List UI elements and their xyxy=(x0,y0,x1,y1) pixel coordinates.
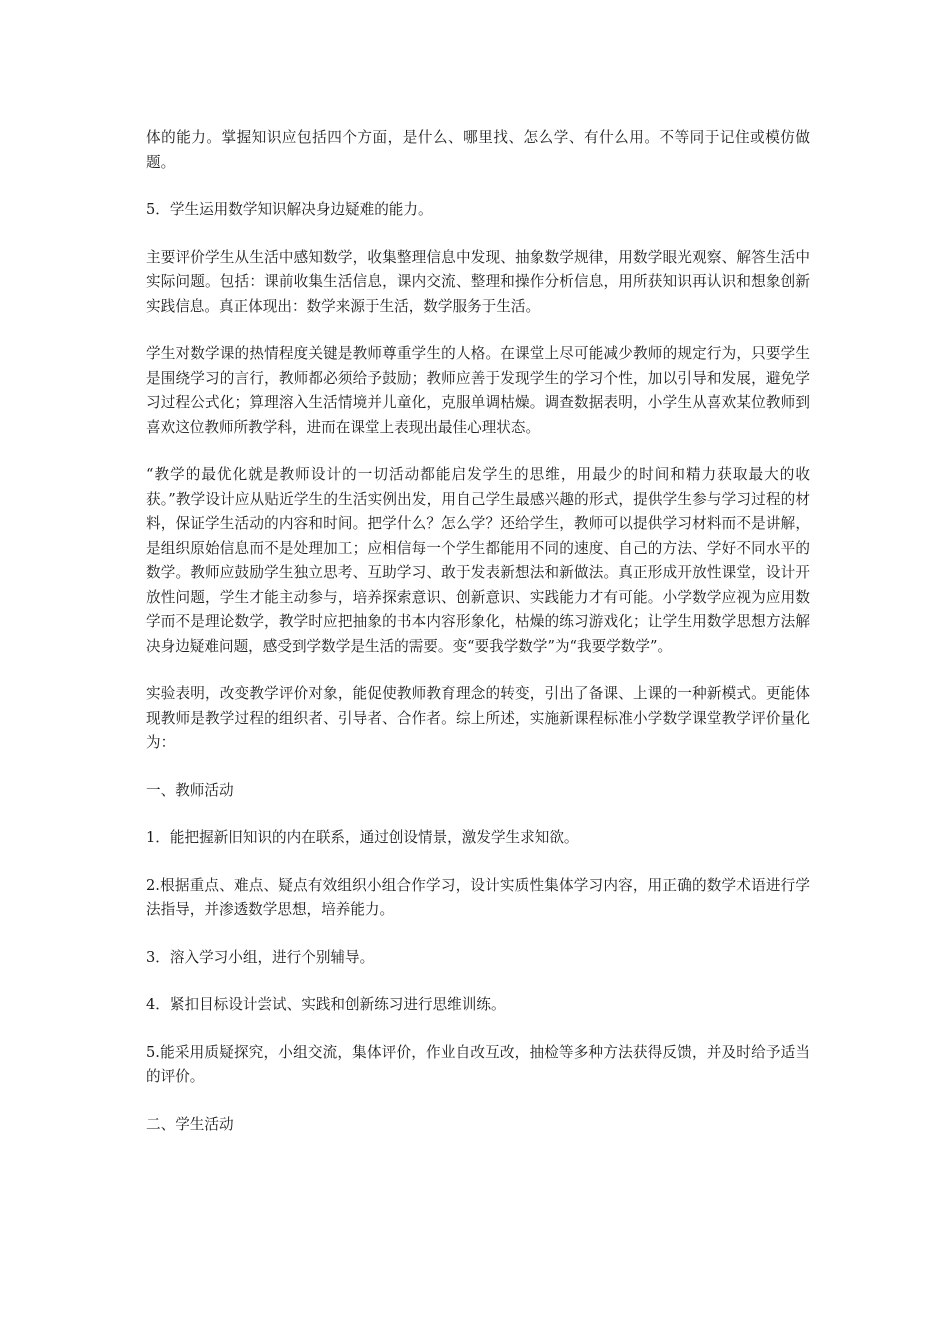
paragraph-evaluate-life-math: 主要评价学生从生活中感知数学，收集整理信息中发现、抽象数学规律，用数学眼光观察、解答生活中实际问题。包括：课前收集生活信息，课内交流、整理和操作分析信息，用所获知识再认识和想象创新实践信息。真正体现出：数学来源于生活，数学服务于生活。 xyxy=(146,248,810,315)
list-item-teacher-5: 5.能采用质疑探究，小组交流，集体评价，作业自改互改，抽检等多种方法获得反馈，并及时给予适当的评价。 xyxy=(146,1043,810,1085)
list-item-teacher-1: 1．能把握新旧知识的内在联系，通过创设情景，激发学生求知欲。 xyxy=(146,829,579,846)
list-item-teacher-2: 2.根据重点、难点、疑点有效组织小组合作学习，设计实质性集体学习内容，用正确的数学术语进行学法指导，并渗透数学思想，培养能力。 xyxy=(146,876,810,918)
paragraph-experiment-summary: 实验表明，改变教学评价对象，能促使教师教育理念的转变，引出了备课、上课的一种新模式。更能体现教师是教学过程的组织者、引导者、合作者。综上所述，实施新课程标准小学数学课堂教学评价量化为： xyxy=(146,685,810,751)
section-heading-student-activity: 二、学生活动 xyxy=(146,1115,234,1133)
document-page xyxy=(146,126,810,1160)
paragraph-optimization-quote: “教学的最优化就是教师设计的一切活动都能启发学生的思维，用最少的时间和精力获取最大的收获。”教学设计应从贴近学生的生活实例出发，用自己学生最感兴趣的形式，提供学生参与学习过程的材料，保证学生活动的内容和时间。把学什么？怎么学？还给学生，教师可以提供学习材料而不是讲解，是组织原始信息而不是处理加工；应相信每一个学生都能用不同的速度、自己的方法、学好不同水平的数学。教师应鼓励学生独立思考、互助学习、敢于发表新想法和新做法。真正形成开放性课堂，设计开放性问题，学生才能主动参与，培养探索意识、创新意识、实践能力才有可能。小学数学应视为应用数学而不是理论数学，教学时应把抽象的书本内容形象化，枯燥的练习游戏化；让学生用数学思想方法解决身边疑难问题，感受到学数学是生活的需要。变“要我学数学”为“我要学数学”。 xyxy=(146,466,810,655)
section-heading-teacher-activity: 一、教师活动 xyxy=(146,781,234,799)
list-item-teacher-3: 3．溶入学习小组，进行个别辅导。 xyxy=(146,948,375,966)
paragraph-enthusiasm: 学生对数学课的热情程度关键是教师尊重学生的人格。在课堂上尽可能减少教师的规定行为，只要学生是围绕学习的言行，教师都必须给予鼓励；教师应善于发现学生的学习个性，加以引导和发展，避免学习过程公式化；算理溶入生活情境并儿童化，克服单调枯燥。调查数据表明，小学生从喜欢某位教师到喜欢这位教师所教学科，进而在课堂上表现出最佳心理状态。 xyxy=(146,345,810,436)
paragraph-item-5-heading: 5．学生运用数学知识解决身边疑难的能力。 xyxy=(146,201,433,218)
paragraph-ability-continued: 体的能力。掌握知识应包括四个方面，是什么、哪里找、怎么学、有什么用。不等同于记住或模仿做题。 xyxy=(146,129,810,171)
list-item-teacher-4: 4．紧扣目标设计尝试、实践和创新练习进行思维训练。 xyxy=(146,996,506,1013)
